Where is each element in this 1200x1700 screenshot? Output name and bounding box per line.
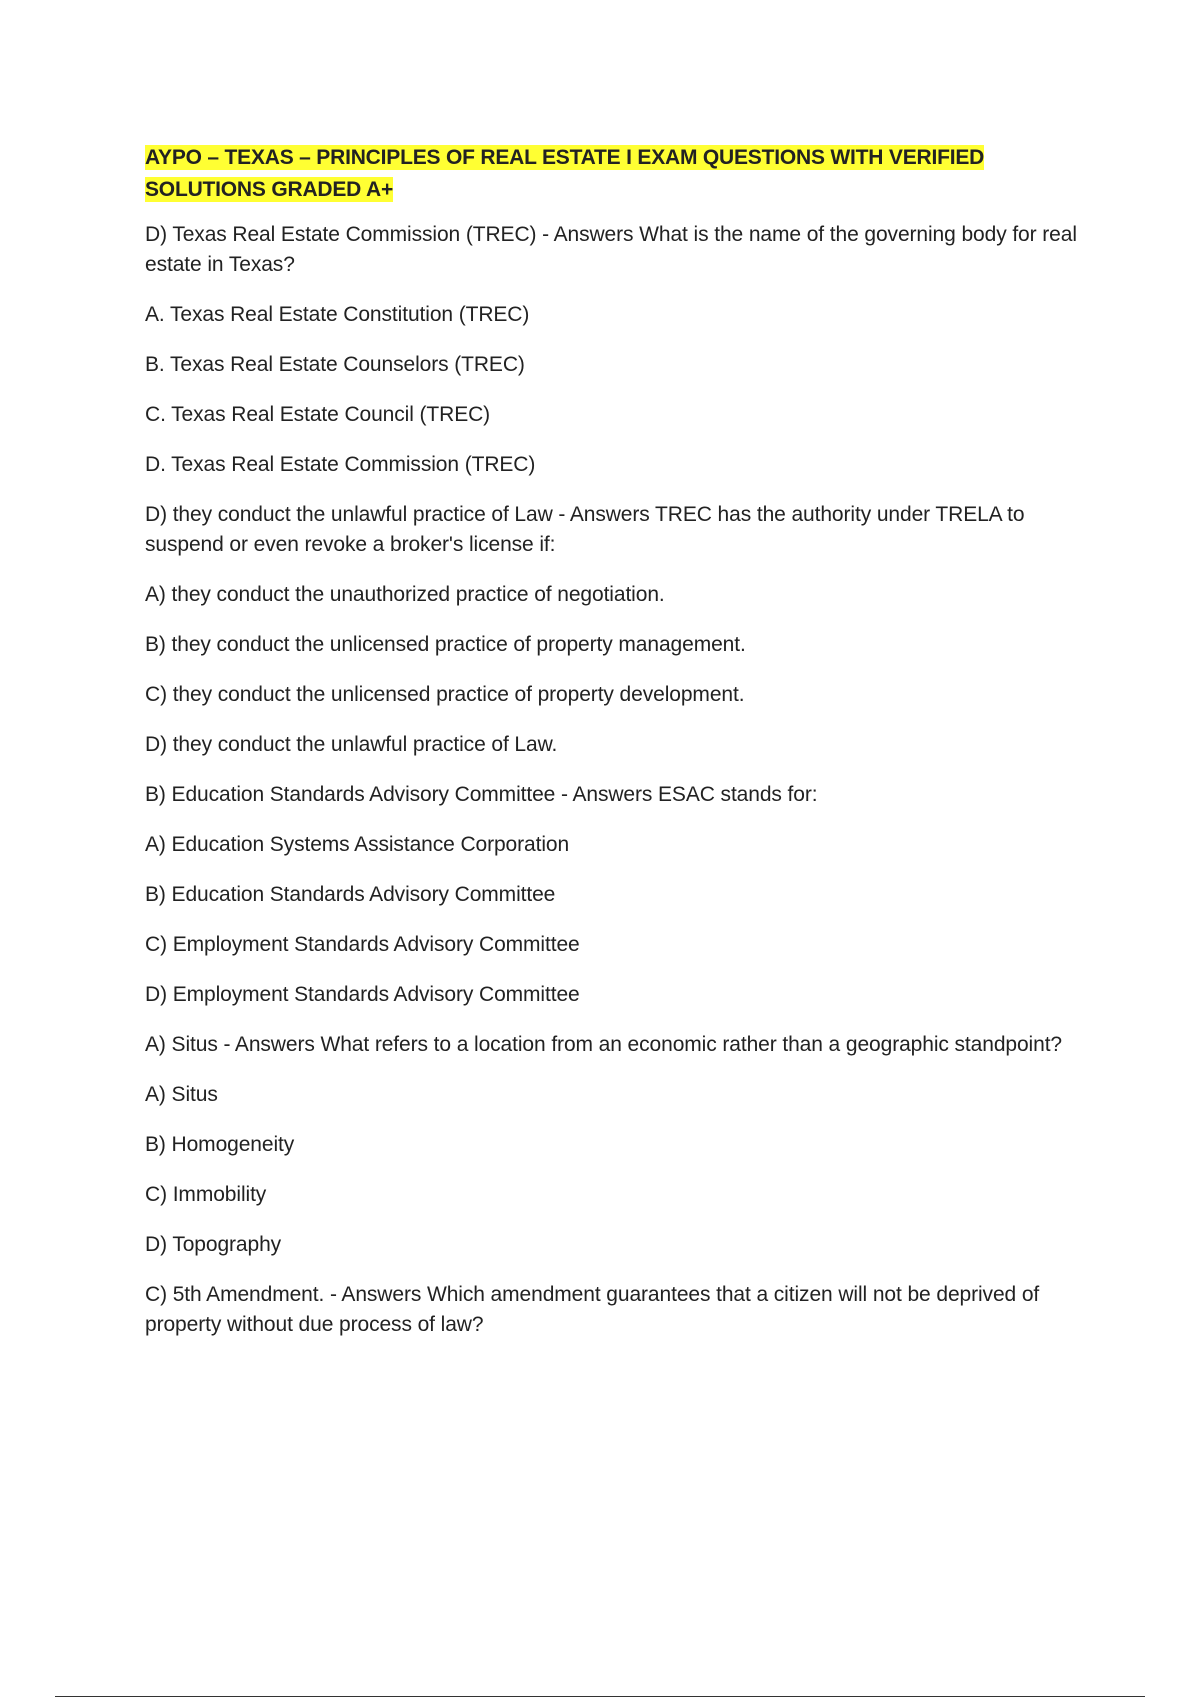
question-2-answer: D) they conduct the unlawful practice of Law - Answers TREC has the authority under TRELA to suspend or even revoke a broker's license if:	[145, 503, 1025, 556]
question-4-option-a: A) Situs	[145, 1083, 218, 1106]
question-4-option-b: B) Homogeneity	[145, 1133, 295, 1156]
question-2-option-c: C) they conduct the unlicensed practice of property development.	[145, 683, 745, 706]
question-1-option-a: A. Texas Real Estate Constitution (TREC)	[145, 303, 530, 326]
question-4-option-c: C) Immobility	[145, 1183, 267, 1206]
document-title	[145, 142, 1105, 206]
question-1-answer: D) Texas Real Estate Commission (TREC) - Answers What is the name of the governing body for real estate in Texas?	[145, 223, 1077, 276]
title-highlight: AYPO – TEXAS – PRINCIPLES OF REAL ESTATE I EXAM QUESTIONS WITH VERIFIED SOLUTIONS GRADED A+	[145, 146, 985, 201]
question-3-answer: B) Education Standards Advisory Committee - Answers ESAC stands for:	[145, 783, 818, 806]
question-3-option-a: A) Education Systems Assistance Corporation	[145, 833, 570, 856]
question-1-option-b: B. Texas Real Estate Counselors (TREC)	[145, 353, 525, 376]
question-4-option-d: D) Topography	[145, 1233, 282, 1256]
question-1-option-d: D. Texas Real Estate Commission (TREC)	[145, 453, 536, 476]
question-4-answer: A) Situs - Answers What refers to a location from an economic rather than a geographic standpoint?	[145, 1033, 1063, 1056]
question-1-option-c: C. Texas Real Estate Council (TREC)	[145, 403, 491, 426]
footer-divider	[55, 1696, 1145, 1697]
question-3-option-d: D) Employment Standards Advisory Committee	[145, 983, 580, 1006]
question-3-option-c: C) Employment Standards Advisory Committee	[145, 933, 580, 956]
question-3-option-b: B) Education Standards Advisory Committee	[145, 883, 556, 906]
question-2-option-a: A) they conduct the unauthorized practice of negotiation.	[145, 583, 665, 606]
question-2-option-b: B) they conduct the unlicensed practice of property management.	[145, 633, 746, 656]
document-body	[145, 142, 1105, 1360]
question-2-option-d: D) they conduct the unlawful practice of Law.	[145, 733, 558, 756]
question-5-answer: C) 5th Amendment. - Answers Which amendment guarantees that a citizen will not be deprived of property without due process of law?	[145, 1283, 1040, 1336]
